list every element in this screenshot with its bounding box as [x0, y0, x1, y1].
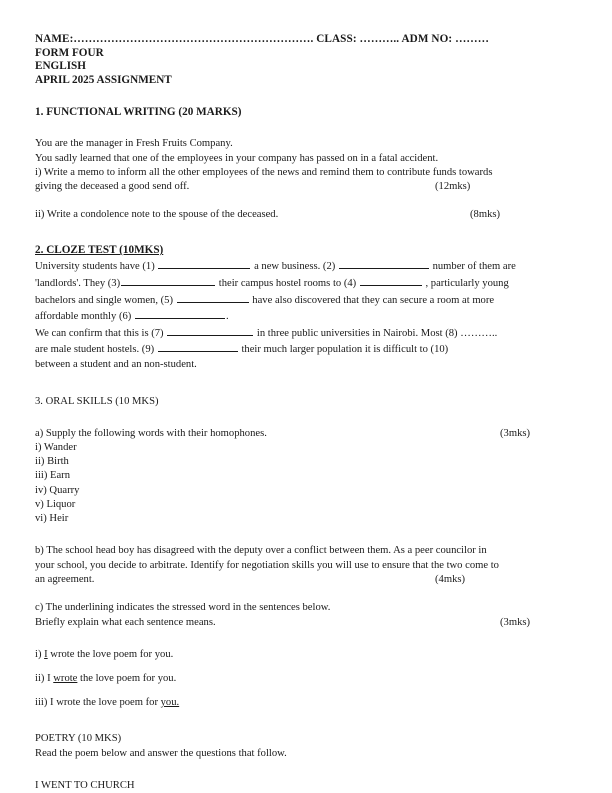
stress-sentence-iii-pre: I wrote the love poem for	[50, 697, 161, 709]
spacer	[35, 662, 578, 672]
cloze-text-3: number of them are	[432, 261, 516, 273]
stress-sentence-iii	[35, 696, 578, 710]
homophone-item: ii) Birth	[35, 456, 69, 468]
stress-sentence-i	[35, 648, 578, 662]
question-3c-line-2: Briefly explain what each sentence means.	[35, 616, 216, 628]
spacer	[35, 373, 578, 395]
cloze-passage	[35, 258, 578, 372]
spacer	[35, 526, 578, 544]
section-1-context-line-1: You are the manager in Fresh Fruits Company.	[35, 138, 233, 150]
spacer	[35, 710, 578, 732]
adm-no-label: ADM NO:	[401, 33, 453, 45]
stress-sentence-iii-prefix: iii)	[35, 697, 51, 709]
question-3b-line-2: your school, you decide to arbitrate. Identify for negotiation skills you will use to ensure that the two come to	[35, 559, 499, 571]
cloze-text-14: are male student hostels. (9)	[35, 344, 155, 356]
stress-sentence-i-stressed-word: I	[44, 648, 48, 660]
section-2-heading: 2. CLOZE TEST (10MKS)	[35, 244, 164, 257]
question-1i-line-2: giving the deceased a good send off.	[35, 180, 190, 192]
cloze-blank-9[interactable]	[158, 341, 238, 352]
cloze-blank-7[interactable]	[167, 325, 253, 336]
question-1i-line-1: i) Write a memo to inform all the other employees of the news and remind them to contribute funds towards	[35, 166, 493, 178]
question-3b-line-3-row	[35, 573, 578, 587]
cloze-line-6	[35, 341, 578, 358]
student-info-line	[35, 33, 578, 47]
cloze-line-2	[35, 275, 578, 292]
cloze-line-4	[35, 308, 578, 325]
poem-title: I WENT TO CHURCH	[35, 779, 135, 791]
homophone-item: iv) Quarry	[35, 484, 80, 496]
question-3a-marks: (3mks)	[500, 427, 531, 439]
question-3b-line-1: b) The school head boy has disagreed with the deputy over a conflict between them. As a peer councilor in	[35, 545, 487, 557]
question-3a-row	[35, 427, 578, 441]
cloze-text-9: affordable monthly (6)	[35, 311, 132, 323]
question-1ii-marks: (8mks)	[470, 209, 501, 221]
question-3b-line-3: an agreement.	[35, 573, 95, 585]
cloze-text-10: .	[225, 311, 229, 323]
question-3b-marks: (4mks)	[435, 573, 466, 585]
section-1-heading: 1. FUNCTIONAL WRITING (20 MARKS)	[35, 106, 242, 119]
cloze-blank-2[interactable]	[339, 258, 429, 269]
cloze-line-3	[35, 292, 578, 309]
cloze-blank-3[interactable]	[121, 275, 215, 286]
stress-sentence-ii-post: the love poem for you.	[77, 673, 177, 684]
cloze-blank-4[interactable]	[360, 275, 422, 286]
stress-sentence-ii-stressed-word: wrote	[53, 673, 78, 684]
cloze-blank-6[interactable]	[135, 308, 225, 319]
spacer	[35, 587, 578, 601]
homophone-item: i) Wander	[35, 441, 77, 453]
question-3c-line-2-row	[35, 616, 578, 630]
stress-sentence-i-post: wrote the love poem for you.	[47, 648, 174, 660]
homophone-item: iii) Earn	[35, 470, 71, 482]
section-3-heading: 3. ORAL SKILLS (10 MKS)	[35, 395, 159, 407]
name-label: NAME:	[35, 33, 74, 45]
cloze-line-1	[35, 258, 578, 275]
homophone-item: v) Liquor	[35, 498, 76, 510]
cloze-text-4: 'landlords'. They (3)	[35, 277, 121, 289]
stress-sentence-ii-pre: I	[47, 673, 54, 684]
cloze-line-5	[35, 325, 578, 342]
cloze-text-12: in three public universities in Nairobi. Most (8)	[256, 327, 458, 339]
question-1i-marks: (12mks)	[435, 180, 471, 192]
cloze-text-8: have also discovered that they can secure a room at more	[252, 294, 495, 306]
question-1i-line-2-row	[35, 180, 578, 194]
cloze-line-7	[35, 358, 578, 373]
form-level: FORM FOUR	[35, 46, 104, 59]
spacer	[35, 222, 578, 240]
subject-name: ENGLISH	[35, 60, 86, 73]
stress-sentence-ii	[35, 672, 578, 686]
cloze-blank-5[interactable]	[177, 292, 249, 303]
cloze-text-5: their campus hostel rooms to (4)	[218, 277, 357, 289]
spacer	[35, 686, 578, 696]
section-1-context-line-2: You sadly learned that one of the employees in your company has passed on in a fatal accident.	[35, 152, 439, 164]
question-1ii-text: ii) Write a condolence note to the spouse of the deceased.	[35, 209, 279, 221]
spacer	[35, 194, 578, 208]
question-3a-text: a) Supply the following words with their homophones.	[35, 427, 267, 439]
cloze-text-15: their much larger population it is difficult to (10)	[241, 344, 449, 356]
adm-no-blank-dots: ………	[455, 33, 489, 45]
cloze-blank-1[interactable]	[158, 258, 250, 269]
spacer	[35, 87, 578, 105]
cloze-text-6: , particularly young	[425, 277, 509, 289]
class-blank-dots: ………..	[359, 33, 400, 45]
class-label: CLASS:	[316, 33, 357, 45]
section-2-heading-wrap	[35, 240, 578, 258]
assignment-title: APRIL 2025 ASSIGNMENT	[35, 73, 172, 86]
name-blank-dots: ……………………………………………………….	[73, 33, 314, 45]
spacer	[35, 761, 578, 779]
cloze-text-16: between a student and an non-student.	[35, 358, 197, 370]
homophone-item: vi) Heir	[35, 512, 69, 524]
stress-sentence-ii-prefix: ii)	[35, 673, 48, 684]
stress-sentence-iii-stressed-word: you.	[160, 697, 180, 709]
cloze-text-1: University students have (1)	[35, 261, 155, 273]
cloze-text-11: We can confirm that this is (7)	[35, 327, 164, 339]
spacer	[35, 630, 578, 648]
question-1ii-row	[35, 208, 578, 222]
cloze-text-2: a new business. (2)	[254, 261, 336, 273]
section-4-instruction: Read the poem below and answer the questions that follow.	[35, 747, 287, 759]
stress-sentence-i-prefix: i)	[35, 648, 45, 660]
question-3c-line-1: c) The underlining indicates the stressed word in the sentences below.	[35, 602, 331, 614]
section-4-heading: POETRY (10 MKS)	[35, 733, 122, 745]
cloze-blank-8-dots: ………..	[460, 327, 498, 339]
question-3c-marks: (3mks)	[500, 616, 531, 628]
cloze-text-7: bachelors and single women, (5)	[35, 294, 173, 306]
spacer	[35, 119, 578, 137]
spacer	[35, 409, 578, 427]
